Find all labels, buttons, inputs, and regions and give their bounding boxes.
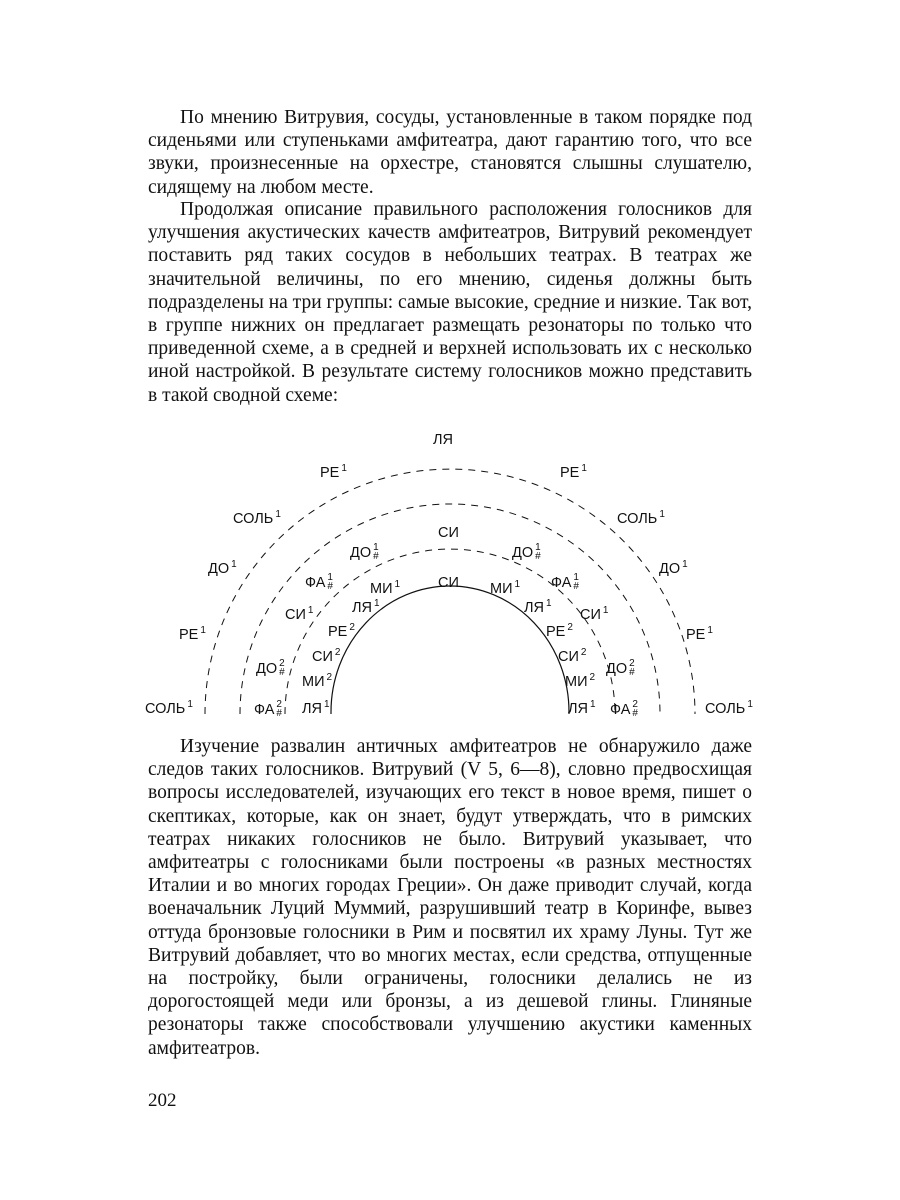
note-name: МИ (302, 674, 325, 690)
note-name: ФА (551, 575, 572, 591)
note-label-middle (285, 606, 313, 623)
note-octave: 1 (707, 625, 713, 636)
note-label-inner (312, 648, 340, 665)
note-octave: 2 (276, 699, 282, 710)
note-name: СОЛЬ (233, 511, 274, 527)
note-name: ФА (305, 575, 326, 591)
note-octave: 2 (632, 699, 638, 710)
sharp-sign: # (373, 551, 379, 562)
note-label-middle (350, 543, 379, 561)
note-name: РЕ (328, 624, 348, 640)
note-label-middle (305, 573, 333, 591)
sharp-sign: # (276, 708, 282, 719)
note-octave: 2 (349, 622, 355, 633)
note-label-middle (551, 573, 579, 591)
note-label-inner (565, 673, 595, 690)
page-number: 202 (148, 1090, 177, 1111)
note-name: СИ (312, 649, 333, 665)
note-label-outer (179, 626, 206, 643)
note-octave: 1 (373, 542, 379, 553)
note-name: РЕ (179, 627, 199, 643)
note-octave: 1 (231, 559, 237, 570)
note-label-middle (512, 543, 541, 561)
note-name: МИ (490, 581, 513, 597)
note-name: ДО (659, 561, 681, 577)
note-octave: 1 (324, 699, 330, 710)
note-name: ДО (256, 661, 278, 677)
note-octave: 2 (326, 672, 333, 683)
note-octave: 1 (200, 625, 206, 636)
note-label-inner (438, 575, 459, 591)
note-name: ЛЯ (302, 701, 322, 717)
note-name: СОЛЬ (705, 701, 746, 717)
sharp-sign: # (279, 667, 285, 678)
note-octave: 1 (307, 605, 314, 616)
note-octave: 1 (275, 509, 281, 520)
note-octave: 2 (629, 658, 635, 669)
note-label-middle (606, 659, 635, 677)
note-name: ДО (208, 561, 230, 577)
resonator-diagram (130, 428, 770, 728)
note-octave: 1 (374, 598, 380, 609)
note-name: РЕ (686, 627, 706, 643)
note-name: СИ (438, 575, 459, 591)
note-name: СОЛЬ (617, 511, 658, 527)
note-octave: 1 (659, 509, 665, 520)
note-octave: 1 (514, 579, 521, 590)
paragraph-1: По мнению Витрувия, сосуды, установленные в таком порядке под сиденьями или ступеньками амфитеатра, дают гарантию того, что все звуки, произнесенные на орхестре, становятся слышны слушателю, сидящему на любом месте. (148, 107, 752, 198)
note-octave: 2 (567, 622, 573, 633)
note-label-outer (659, 560, 688, 577)
note-octave: 1 (187, 699, 193, 710)
note-label-outer (617, 510, 665, 527)
note-label-inner (370, 580, 400, 597)
sharp-sign: # (573, 581, 579, 592)
sharp-sign: # (629, 667, 635, 678)
note-label-outer (233, 510, 281, 527)
note-label-outer (560, 464, 587, 481)
note-name: СИ (438, 525, 459, 541)
note-name: ЛЯ (568, 701, 588, 717)
note-octave: 2 (589, 672, 596, 683)
note-name: СИ (285, 607, 306, 623)
note-name: ДО (606, 661, 628, 677)
note-label-middle (610, 700, 638, 718)
note-octave: 2 (580, 647, 587, 658)
note-octave: 1 (573, 572, 579, 583)
note-octave: 1 (327, 572, 333, 583)
note-label-middle (256, 659, 285, 677)
note-label-outer (145, 700, 193, 717)
note-octave: 1 (535, 542, 541, 553)
note-name: РЕ (560, 465, 580, 481)
note-octave: 1 (394, 579, 401, 590)
note-name: ФА (610, 702, 631, 718)
note-name: ДО (350, 545, 372, 561)
note-label-inner (302, 700, 330, 717)
note-octave: 1 (341, 463, 347, 474)
note-name: РЕ (546, 624, 566, 640)
note-name: СИ (580, 607, 601, 623)
note-label-inner (302, 673, 332, 690)
note-label-middle (580, 606, 608, 623)
note-label-outer (208, 560, 237, 577)
note-name: ЛЯ (524, 600, 544, 616)
note-name: СОЛЬ (145, 701, 186, 717)
note-label-inner (546, 623, 573, 640)
note-name: МИ (370, 581, 393, 597)
note-name: МИ (565, 674, 588, 690)
sharp-sign: # (327, 581, 333, 592)
note-octave: 1 (682, 559, 688, 570)
note-label-inner (490, 580, 520, 597)
note-octave: 1 (546, 598, 552, 609)
note-octave: 1 (590, 699, 596, 710)
note-octave: 1 (602, 605, 609, 616)
sharp-sign: # (535, 551, 541, 562)
sharp-sign: # (632, 708, 638, 719)
note-name: ФА (254, 702, 275, 718)
note-label-middle (438, 525, 459, 541)
note-octave: 1 (581, 463, 587, 474)
note-label-outer (705, 700, 753, 717)
note-label-inner (328, 623, 355, 640)
note-name: ЛЯ (433, 432, 453, 448)
note-octave: 1 (747, 699, 753, 710)
note-label-middle (254, 700, 282, 718)
note-label-outer (320, 464, 347, 481)
note-label-inner (352, 599, 380, 616)
paragraph-2: Продолжая описание правильного расположения голосников для улучшения акустических качеств амфитеатров, Витрувий рекомендует поставить ряд таких сосудов в небольших театрах. В театрах же значительной величины, по его мнению, сиденья должны быть подразделены на три группы: самые высокие, средние и низкие. Так вот, в группе нижних он предлагает размещать резонаторы по только что приведенной схеме, а в средней и верхней использовать их с несколько иной настройкой. В результате систему голосников можно представить в такой сводной схеме: (148, 199, 752, 406)
note-name: ДО (512, 545, 534, 561)
note-label-outer (686, 626, 713, 643)
note-label-inner (524, 599, 552, 616)
note-name: РЕ (320, 465, 340, 481)
note-name: СИ (558, 649, 579, 665)
paragraph-3: Изучение развалин античных амфитеатров не обнаружило даже следов таких голосников. Витрувий (V 5, 6—8), словно предвосхищая вопросы исследователей, изучающих его текст в новое время, пишет о скептиках, которые, как он знает, будут утверждать, что в римских театрах никаких голосников не было. Витрувий указывает, что амфитеатры с голосниками были построены «в разных местностях Италии и во многих городах Греции». Он даже приводит случай, когда военачальник Луций Муммий, разрушивший театр в Коринфе, вывез оттуда бронзовые голосники в Рим и посвятил их храму Луны. Тут же Витрувий добавляет, что во многих местах, если средства, отпущенные на постройку, были ограничены, голосники делались не из дорогостоящей меди или бронзы, а из дешевой глины. Глиняные резонаторы также способствовали улучшению акустики каменных амфитеатров. (148, 736, 752, 1059)
note-octave: 2 (334, 647, 341, 658)
note-label-inner (568, 700, 596, 717)
note-name: ЛЯ (352, 600, 372, 616)
note-label-outer (433, 432, 453, 448)
note-label-inner (558, 648, 586, 665)
note-octave: 2 (279, 658, 285, 669)
